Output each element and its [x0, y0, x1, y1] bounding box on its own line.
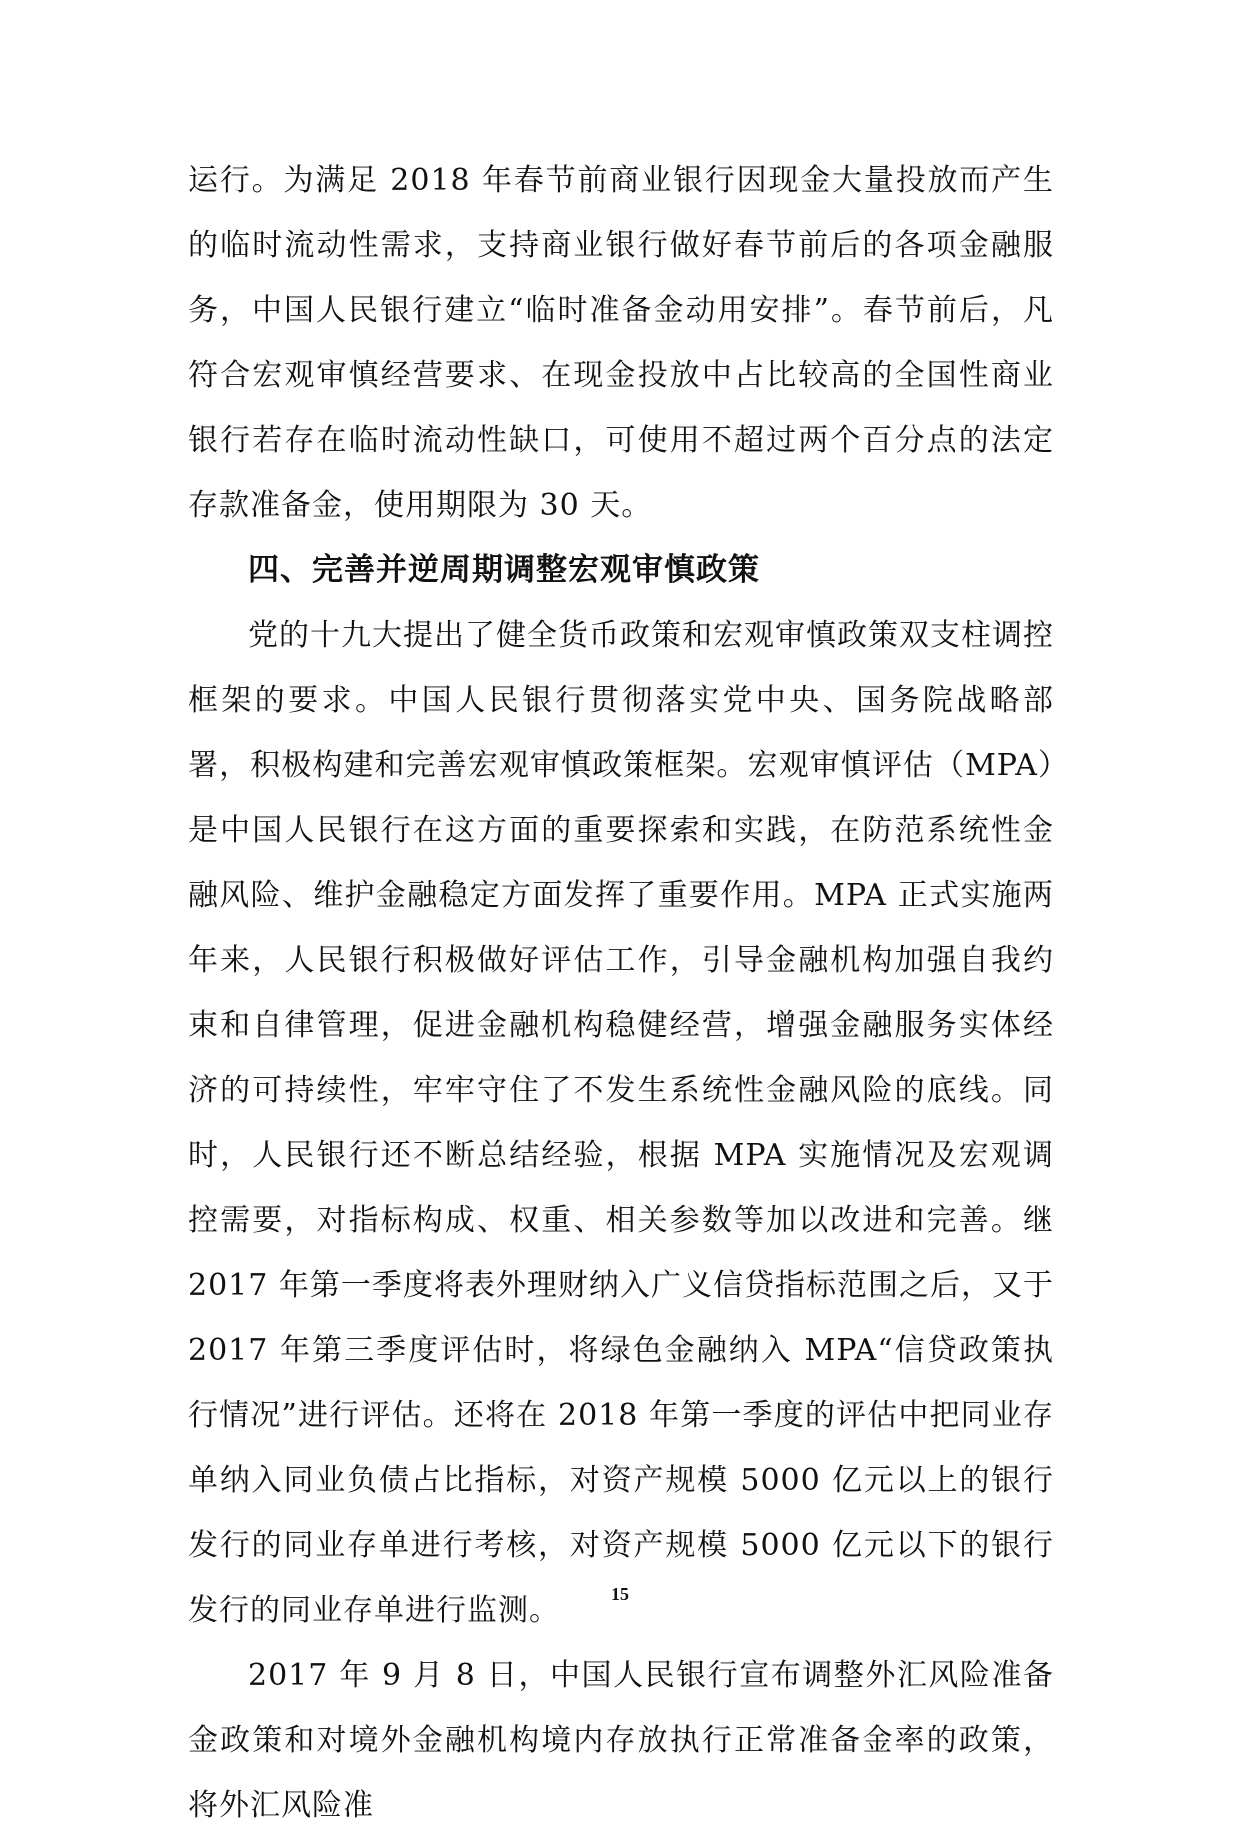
- page-number: 15: [611, 1584, 629, 1604]
- paragraph-reserve-arrangement: 运行。为满足 2018 年春节前商业银行因现金大量投放而产生的临时流动性需求，支持商业银行做好春节前后的各项金融服务，中国人民银行建立“临时准备金动用安排”。春节前后，凡符合宏观审慎经营要求、在现金投放中占比较高的全国性商业银行若存在临时流动性缺口，可使用不超过两个百分点的法定存款准备金，使用期限为 30 天。: [188, 163, 1054, 523]
- paragraph-fx-risk-reserve: 2017 年 9 月 8 日，中国人民银行宣布调整外汇风险准备金政策和对境外金融机构境内存放执行正常准备金率的政策，将外汇风险准: [188, 1658, 1054, 1823]
- paragraph-macroprudential-policy: 党的十九大提出了健全货币政策和宏观审慎政策双支柱调控框架的要求。中国人民银行贯彻落实党中央、国务院战略部署，积极构建和完善宏观审慎政策框架。宏观审慎评估（MPA）是中国人民银行在这方面的重要探索和实践，在防范系统性金融风险、维护金融稳定方面发挥了重要作用。MPA 正式实施两年来，人民银行积极做好评估工作，引导金融机构加强自我约束和自律管理，促进金融机构稳健经营，增强金融服务实体经济的可持续性，牢牢守住了不发生系统性金融风险的底线。同时，人民银行还不断总结经验，根据 MPA 实施情况及宏观调控需要，对指标构成、权重、相关参数等加以改进和完善。继 2017 年第一季度将表外理财纳入广义信贷指标范围之后，又于 2017 年第三季度评估时，将绿色金融纳入 MPA“信贷政策执行情况”进行评估。还将在 2018 年第一季度的评估中把同业存单纳入同业负债占比指标，对资产规模 5000 亿元以上的银行发行的同业存单进行考核，对资产规模 5000 亿元以下的银行发行的同业存单进行监测。: [188, 618, 1054, 1628]
- section-heading: 四、完善并逆周期调整宏观审慎政策: [248, 552, 760, 588]
